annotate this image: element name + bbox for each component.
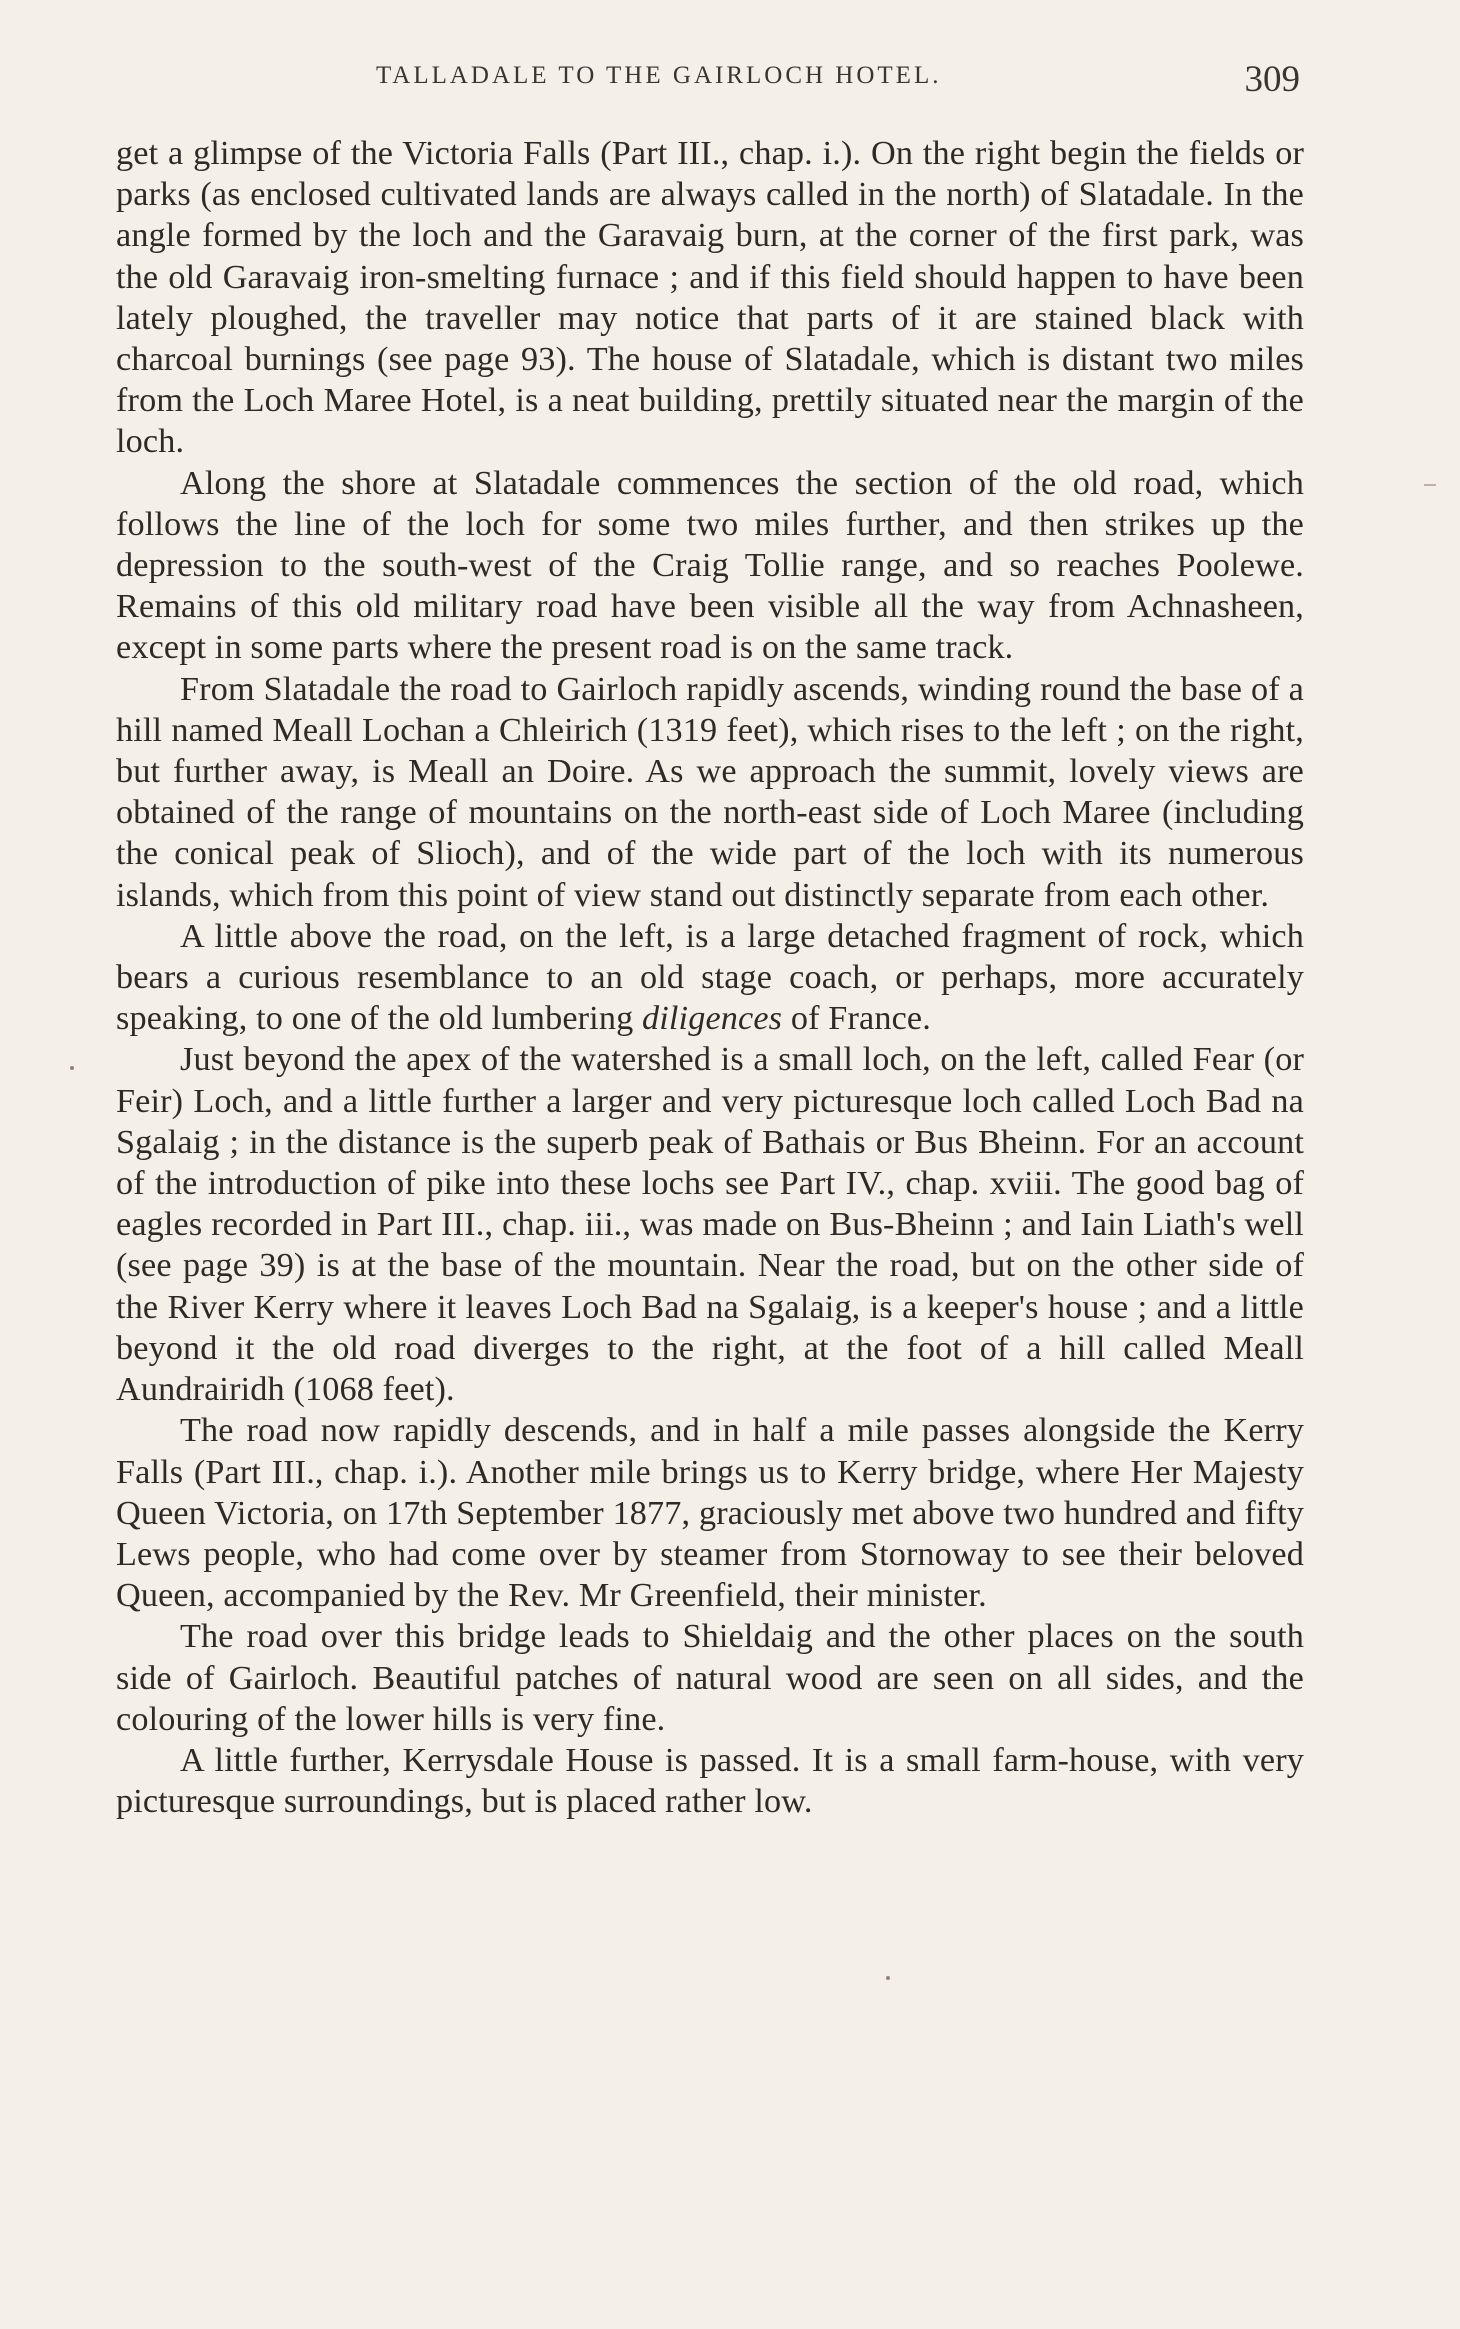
paragraph-2: Along the shore at Slatadale commences the section of the old road, which follows the line of the loch for some two miles further, and then strikes up the depression to the south-west of the Craig Tollie range, and so reaches Poolewe. Remains of this old military road have been visible all the way from Achnasheen, except in some parts where the present road is on the same track. [116, 464, 1304, 667]
paragraph-6: The road now rapidly descends, and in half a mile passes alongside the Kerry Falls (Part III., chap. i.). Another mile brings us to Kerry bridge, where Her Majesty Queen Victoria, on 17th September 1877, graciously met above two hundred and fifty Lews people, who had come over by steamer from Stornoway to see their beloved Queen, accompanied by the Rev. Mr Greenfield, their minister. [116, 1412, 1304, 1615]
italic-word: diligences [642, 1000, 783, 1038]
running-head [116, 58, 1300, 108]
paragraph-5: Just beyond the apex of the watershed is a small loch, on the left, called Fear (or Feir) Loch, and a little further a larger and very picturesque loch called Loch Bad na Sgalaig ; in the distance is the superb peak of Bathais or Bus Bheinn. For an account of the introduction of pike into these lochs see Part IV., chap. xviii. The good bag of eagles recorded in Part III., chap. iii., was made on Bus-Bheinn ; and Iain Liath's well (see page 39) is at the base of the mountain. Near the road, but on the other side of the River Kerry where it leaves Loch Bad na Sgalaig, is a keeper's house ; and a little beyond it the old road diverges to the right, at the foot of a hill called Meall Aundrairidh (1068 feet). [116, 1041, 1304, 1409]
page-number: 309 [1244, 59, 1300, 100]
stray-dot [70, 1066, 74, 1070]
paragraph-4-text: A little above the road, on the left, is a large detached fragment of rock, which bears a curious resemblance to an old stage coach, or perhaps, more accurately speaking, to one of the old lumbering [116, 917, 1304, 1038]
paragraph-7: The road over this bridge leads to Shieldaig and the other places on the south side of Gairloch. Beautiful patches of natural wood are seen on all sides, and the colouring of the lower hills is very fine. [116, 1618, 1304, 1738]
running-title: TALLADALE TO THE GAIRLOCH HOTEL. [376, 62, 942, 89]
stray-dot [886, 1976, 890, 1980]
paragraph-4 [116, 916, 1304, 1040]
paragraph-4-tail: of France. [782, 1000, 931, 1038]
paragraph-1: get a glimpse of the Victoria Falls (Part III., chap. i.). On the right begin the fields or parks (as enclosed cultivated lands are always called in the north) of Slatadale. In the angle formed by the loch and the Garavaig burn, at the corner of the first park, was the old Garavaig iron-smelting furnace ; and if this field should happen to have been lately ploughed, the traveller may notice that parts of it are stained black with charcoal burnings (see page 93). The house of Slatadale, which is distant two miles from the Loch Maree Hotel, is a neat building, prettily situated near the margin of the loch. [116, 135, 1304, 461]
paragraph-8: A little further, Kerrysdale House is passed. It is a small farm-house, with very picturesque surroundings, but is placed rather low. [116, 1741, 1304, 1821]
margin-mark [1424, 484, 1436, 486]
body-text [116, 133, 1304, 1822]
paragraph-3: From Slatadale the road to Gairloch rapidly ascends, winding round the base of a hill named Meall Lochan a Chleirich (1319 feet), which rises to the left ; on the right, but further away, is Meall an Doire. As we approach the summit, lovely views are obtained of the range of mountains on the north-east side of Loch Maree (including the conical peak of Slioch), and of the wide part of the loch with its numerous islands, which from this point of view stand out distinctly separate from each other. [116, 670, 1304, 914]
